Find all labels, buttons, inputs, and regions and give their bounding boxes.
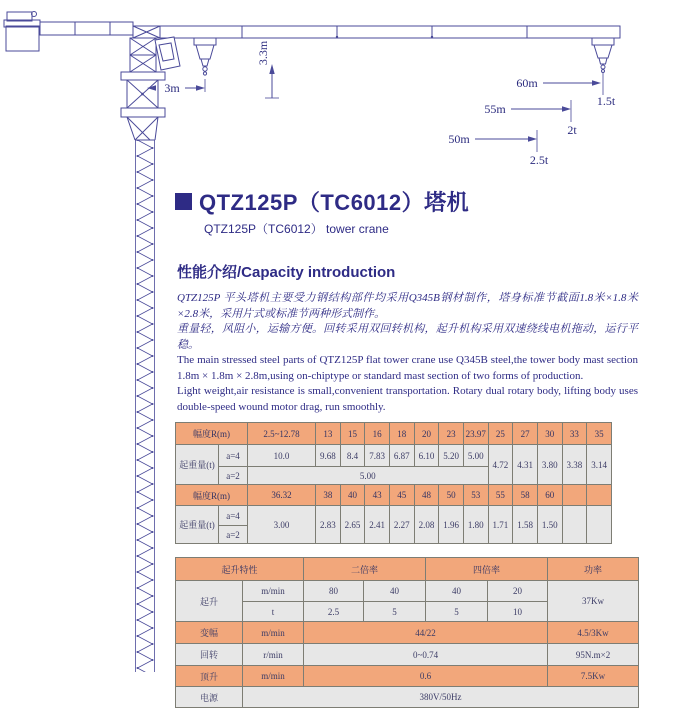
- load-2t-label: 2t: [567, 123, 577, 137]
- radius-value: 2.5~12.78: [248, 423, 316, 445]
- luffing-row: [176, 622, 639, 644]
- a4-label: a=4: [219, 506, 248, 526]
- radius-value: 48: [414, 485, 439, 506]
- hoist-traits-header: 起升特性: [176, 558, 304, 581]
- power-header: 功率: [548, 558, 639, 581]
- perf-header-row: [176, 558, 639, 581]
- load-2-5t-label: 2.5t: [529, 153, 549, 167]
- capacity-value: 1.96: [439, 506, 464, 544]
- band2-radius-row: [176, 485, 612, 506]
- capacity-value: 3.80: [537, 445, 562, 485]
- radius-value: 45: [389, 485, 414, 506]
- hoist-label: 起升: [176, 581, 243, 622]
- capacity-value: 3.14: [587, 445, 612, 485]
- supply-value: 380V/50Hz: [243, 687, 639, 708]
- capacity-header: 起重量(t): [176, 506, 219, 544]
- dimension-3-3m: [256, 40, 279, 98]
- section-heading: 性能介绍/Capacity introduction: [177, 264, 396, 281]
- radius-value: [587, 485, 612, 506]
- band1-radius-row: [176, 423, 612, 445]
- dimension-55m: [484, 100, 577, 137]
- hoist-load: 2.5: [304, 602, 364, 622]
- radius-value: 53: [463, 485, 488, 506]
- capacity-value: 1.58: [513, 506, 538, 544]
- slewing-value: 0~0.74: [304, 644, 548, 666]
- band2-a4-row: [176, 506, 612, 526]
- radius-value: 27: [513, 423, 538, 445]
- hoist-speed: 40: [364, 581, 426, 602]
- capacity-value: 1.80: [463, 506, 488, 544]
- power-supply-row: [176, 687, 639, 708]
- capacity-value: 3.00: [248, 506, 316, 544]
- capacity-value: 1.71: [488, 506, 513, 544]
- radius-value: 35: [587, 423, 612, 445]
- two-rate-header: 二倍率: [304, 558, 426, 581]
- dimension-3m: [147, 81, 205, 95]
- jacking-power: 7.5Kw: [548, 666, 639, 687]
- capacity-value: 6.10: [414, 445, 439, 467]
- capacity-header: 起重量(t): [176, 445, 219, 485]
- band1-a4-row: [176, 445, 612, 467]
- tip-trolley-hook: [592, 38, 614, 95]
- radius-value: 43: [365, 485, 390, 506]
- radius-value: 40: [340, 485, 365, 506]
- radius-value: 58: [513, 485, 538, 506]
- inner-trolley-hook: [194, 38, 216, 92]
- capacity-value: 1.50: [537, 506, 562, 544]
- hoist-speed: 80: [304, 581, 364, 602]
- dim-3m-label: 3m: [164, 81, 180, 95]
- radius-60m-label: 60m: [516, 76, 538, 90]
- capacity-value: 2.83: [316, 506, 341, 544]
- capacity-value: 2.65: [340, 506, 365, 544]
- four-rate-header: 四倍率: [426, 558, 548, 581]
- hoist-speed: 40: [426, 581, 488, 602]
- counter-jib: [4, 12, 133, 52]
- slewing-row: [176, 644, 639, 666]
- luffing-power: 4.5/3Kw: [548, 622, 639, 644]
- description-en-1: The main stressed steel parts of QTZ125P flat tower crane use Q345B steel,the tower body mast section 1.8m × 1.8m × 2.8m,using on-chiptype or standard mast section of two forms of production.: [177, 354, 638, 382]
- capacity-value: 4.72: [488, 445, 513, 485]
- title-block: [175, 186, 638, 217]
- description-en-2: Light weight,air resistance is small,convenient transportation. Rotary dual rotary body, lifting body uses double-speed wound motor drag, run smoothly.: [177, 385, 638, 413]
- dimension-50m: [448, 130, 549, 167]
- performance-table: [175, 557, 639, 708]
- hoist-speed-row: [176, 581, 639, 602]
- radius-value: 60: [537, 485, 562, 506]
- operator-cab: [155, 37, 180, 70]
- capacity-value: [562, 506, 587, 544]
- hoist-load-unit: t: [243, 602, 304, 622]
- tower-mast: [135, 140, 155, 672]
- capacity-value: 2.27: [389, 506, 414, 544]
- radius-value: [562, 485, 587, 506]
- radius-value: 55: [488, 485, 513, 506]
- content-column: [175, 186, 638, 708]
- radius-50m-label: 50m: [448, 132, 470, 146]
- radius-55m-label: 55m: [484, 102, 506, 116]
- description-cn-1: QTZ125P 平头塔机主要受力钢结构部件均采用Q345B钢材制作，塔身标准节截面1.8米×1.8米×2.8米，采用片式或标准节两种形式制作。: [177, 292, 638, 320]
- slewing-unit: r/min: [243, 644, 304, 666]
- hoist-load: 5: [426, 602, 488, 622]
- capacity-value: 3.38: [562, 445, 587, 485]
- capacity-value: 10.0: [248, 445, 316, 467]
- luffing-unit: m/min: [243, 622, 304, 644]
- capacity-value: 2.08: [414, 506, 439, 544]
- hoist-load: 10: [488, 602, 548, 622]
- a2-label: a=2: [219, 467, 248, 485]
- slewing-label: 回转: [176, 644, 243, 666]
- radius-value: 38: [316, 485, 341, 506]
- radius-value: 33: [562, 423, 587, 445]
- hoist-speed: 20: [488, 581, 548, 602]
- hoist-load: 5: [364, 602, 426, 622]
- radius-value: 36.32: [248, 485, 316, 506]
- capacity-value: 2.41: [365, 506, 390, 544]
- capacity-value: [587, 506, 612, 544]
- radius-value: 16: [365, 423, 390, 445]
- capacity-value: 7.83: [365, 445, 390, 467]
- radius-value: 18: [389, 423, 414, 445]
- capacity-value: 5.20: [439, 445, 464, 467]
- dimension-60m: [516, 76, 616, 108]
- capacity-value: 4.31: [513, 445, 538, 485]
- radius-value: 25: [488, 423, 513, 445]
- luffing-label: 变幅: [176, 622, 243, 644]
- slewing-power: 95N.m×2: [548, 644, 639, 666]
- capacity-value: 5.00: [463, 445, 488, 467]
- radius-value: 13: [316, 423, 341, 445]
- supply-label: 电源: [176, 687, 243, 708]
- radius-value: 23: [439, 423, 464, 445]
- jacking-label: 顶升: [176, 666, 243, 687]
- capacity-value: 8.4: [340, 445, 365, 467]
- jacking-unit: m/min: [243, 666, 304, 687]
- hoist-power: 37Kw: [548, 581, 639, 622]
- luffing-value: 44/22: [304, 622, 548, 644]
- capacity-value: 5.00: [248, 467, 489, 485]
- radius-value: 50: [439, 485, 464, 506]
- title-square-bullet: [175, 193, 192, 210]
- radius-value: 23.97: [463, 423, 488, 445]
- a2-label: a=2: [219, 526, 248, 544]
- radius-value: 20: [414, 423, 439, 445]
- radius-value: 15: [340, 423, 365, 445]
- capacity-value: 6.87: [389, 445, 414, 467]
- jacking-value: 0.6: [304, 666, 548, 687]
- page-title: QTZ125P（TC6012）塔机: [199, 190, 470, 215]
- page-subtitle: QTZ125P（TC6012） tower crane: [204, 222, 389, 236]
- hoist-speed-unit: m/min: [243, 581, 304, 602]
- description-cn-2: 重量轻，风阻小，运输方便。回转采用双回转机构，起升机构采用双速绕线电机拖动，运行平稳。: [177, 323, 638, 351]
- a4-label: a=4: [219, 445, 248, 467]
- load-1-5t-label: 1.5t: [596, 94, 616, 108]
- radius-header: 幅度R(m): [176, 423, 248, 445]
- radius-value: 30: [537, 423, 562, 445]
- capacity-value: 9.68: [316, 445, 341, 467]
- load-capacity-table: [175, 422, 612, 544]
- jacking-row: [176, 666, 639, 687]
- radius-header: 幅度R(m): [176, 485, 248, 506]
- jib-truss: [133, 26, 620, 38]
- dim-3-3m-label: 3.3m: [256, 40, 270, 66]
